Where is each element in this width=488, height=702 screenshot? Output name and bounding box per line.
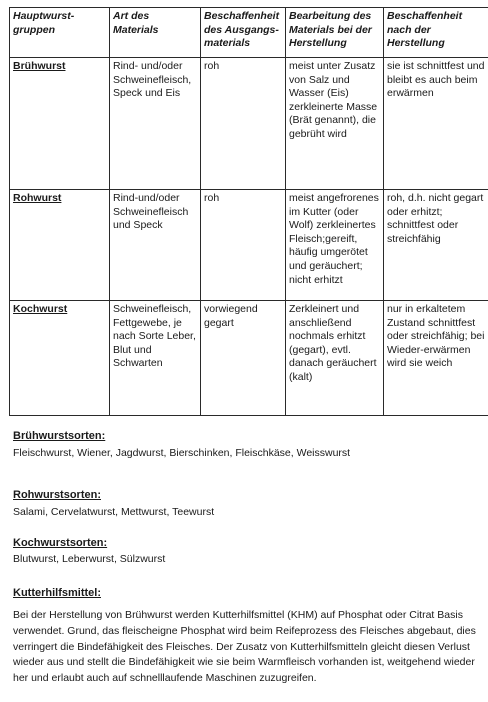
cell-bearbeitung: meist unter Zusatz von Salz und Wasser (Eis) zerkleinerte Masse (Brät genannt), die gebrüht wird: [286, 58, 384, 190]
table-row: [10, 301, 488, 416]
bruehwurstsorten-heading: Brühwurstsorten:: [13, 430, 106, 442]
row-name-bruehwurst: Brühwurst: [10, 58, 110, 190]
rohwurstsorten-list: Salami, Cervelatwurst, Mettwurst, Teewurst: [13, 506, 215, 518]
cell-bearbeitung: meist angefrorenes im Kutter (oder Wolf) zerkleinertes Fleisch;gereift, häufig umgerötet und geräuchert; nicht erhitzt: [286, 190, 384, 301]
cell-ausgang: vorwiegend gegart: [201, 301, 286, 416]
header-art-des-materials: Art des Materials: [110, 8, 201, 58]
kochwurstsorten-heading: Kochwurstsorten:: [13, 537, 108, 549]
cell-nach: roh, d.h. nicht gegart oder erhitzt; schnittfest oder streichfähig: [384, 190, 488, 301]
cell-material: Schweinefleisch, Fettgewebe, je nach Sorte Leber, Blut und Schwarten: [110, 301, 201, 416]
header-bearbeitung: Bearbeitung des Materials bei der Herstellung: [286, 8, 384, 58]
header-hauptwurstgruppen: Hauptwurst-gruppen: [10, 8, 110, 58]
cell-ausgang: roh: [201, 190, 286, 301]
cell-nach: nur in erkaltetem Zustand schnittfest oder streichfähig; bei Wieder-erwärmen wird sie weich: [384, 301, 488, 416]
header-beschaffenheit-ausgangsmaterial: Beschaffenheit des Ausgangs-materials: [201, 8, 286, 58]
kutterhilfsmittel-paragraph: Bei der Herstellung von Brühwurst werden Kutterhilfsmittel (KHM) auf Phosphat oder Citrat Basis verwendet. Grund, das fleischeigne Phosphat wird beim Reifeprozess des Fleisches abgebaut, dies verringert die Bindefähigkeit des Fleisches. Der Zusatz von Kutterhilfsmitteln gleicht diesen Verlust wieder aus und stellt die Bindefähigkeit wie sie beim Warmfleisch vorhanden ist, weitgehend wieder her und erlaubt auch auf schnelllaufende Maschinen zuzugreifen.: [13, 609, 476, 685]
kutterhilfsmittel-heading: Kutterhilfsmittel:: [13, 587, 101, 599]
rohwurstsorten-heading: Rohwurstsorten:: [13, 489, 101, 501]
table-header-row: [10, 8, 488, 58]
wurst-table: [9, 7, 488, 416]
row-name-rohwurst: Rohwurst: [10, 190, 110, 301]
cell-material: Rind-und/oder Schweinefleisch und Speck: [110, 190, 201, 301]
bruehwurstsorten-list: Fleischwurst, Wiener, Jagdwurst, Bierschinken, Fleischkäse, Weisswurst: [13, 447, 351, 459]
table-row: [10, 190, 488, 301]
row-name-kochwurst: Kochwurst: [10, 301, 110, 416]
cell-ausgang: roh: [201, 58, 286, 190]
kochwurstsorten-list: Blutwurst, Leberwurst, Sülzwurst: [13, 553, 166, 565]
cell-nach: sie ist schnittfest und bleibt es auch beim erwärmen: [384, 58, 488, 190]
cell-bearbeitung: Zerkleinert und anschließend nochmals erhitzt (gegart), evtl. danach geräuchert (kalt): [286, 301, 384, 416]
table-row: [10, 58, 488, 190]
header-beschaffenheit-nach: Beschaffenheit nach der Herstellung: [384, 8, 488, 58]
cell-material: Rind- und/oder Schweinefleisch, Speck und Eis: [110, 58, 201, 190]
